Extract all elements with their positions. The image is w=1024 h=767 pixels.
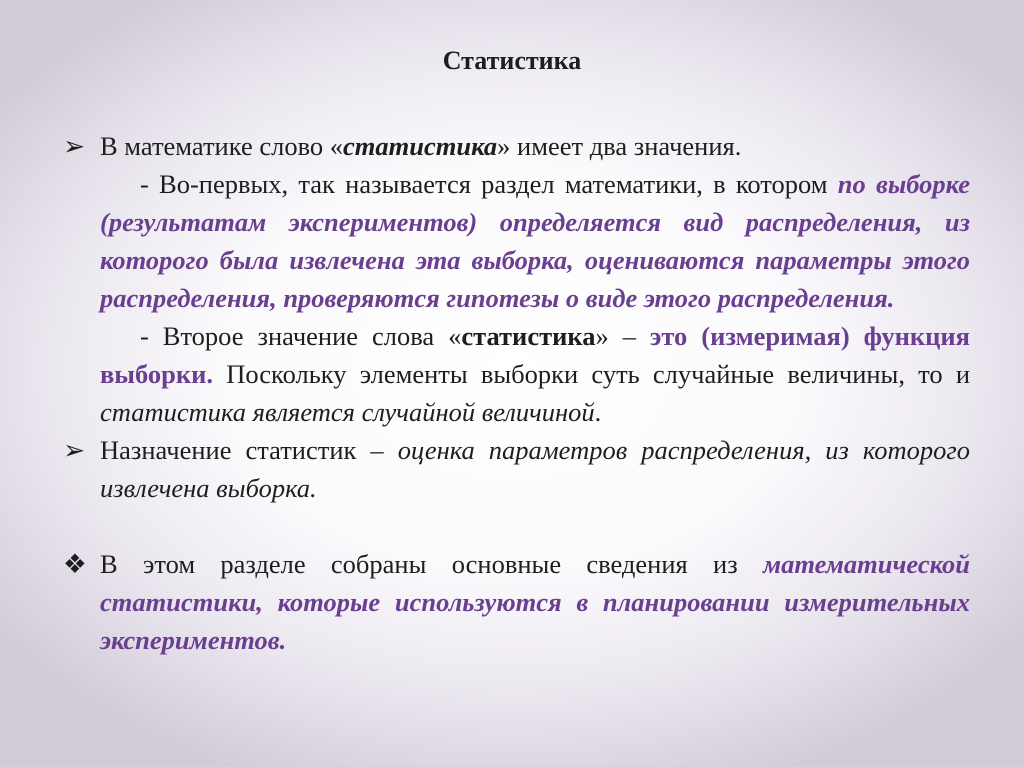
spacer	[60, 507, 970, 545]
bullet-two-meanings	[60, 127, 970, 165]
arrow-bullet-icon: ➢	[63, 131, 86, 161]
term-statistics: статистика	[461, 321, 596, 351]
bullet-text: » имеет два значения.	[497, 131, 742, 161]
bullet-purpose	[60, 431, 970, 507]
bullet-text: Назначение статистик –	[100, 435, 398, 465]
paragraph-text: Поскольку элементы выборки суть случайные величины, то и	[213, 359, 970, 389]
bullet-text: В этом разделе собраны основные сведения из	[100, 549, 763, 579]
slide-body	[60, 127, 970, 659]
highlight-section-info: математической статистики, которые используются в планировании измерительных экспериментов.	[100, 549, 970, 655]
paragraph-text: .	[594, 397, 602, 427]
term-statistics: статистика	[343, 131, 498, 161]
paragraph-text: - Второе значение слова «	[140, 321, 462, 351]
paragraph-text: - Во-первых, так называется раздел математики, в котором	[140, 169, 838, 199]
paragraph-second-meaning	[60, 317, 970, 431]
paragraph-text: » –	[595, 321, 650, 351]
italic-random-variable: статистика является случайной величиной	[100, 397, 595, 427]
italic-purpose: оценка параметров распределения, из которого извлечена выборка.	[100, 435, 971, 503]
diamond-bullet-icon: ❖	[63, 549, 87, 579]
arrow-bullet-icon: ➢	[63, 435, 86, 465]
highlight-second-meaning: это (измеримая) функция выборки.	[100, 321, 971, 389]
slide-title: Статистика	[442, 46, 582, 75]
bullet-text: В математике слово «	[100, 131, 344, 161]
highlight-first-meaning: по выборке (результатам экспериментов) определяется вид распределения, из которого была извлечена эта выборка, оцениваются параметры этого распределения, проверяются гипотезы о виде этого распределения.	[100, 169, 970, 313]
bullet-section-info	[60, 545, 970, 659]
paragraph-first-meaning	[60, 165, 970, 317]
